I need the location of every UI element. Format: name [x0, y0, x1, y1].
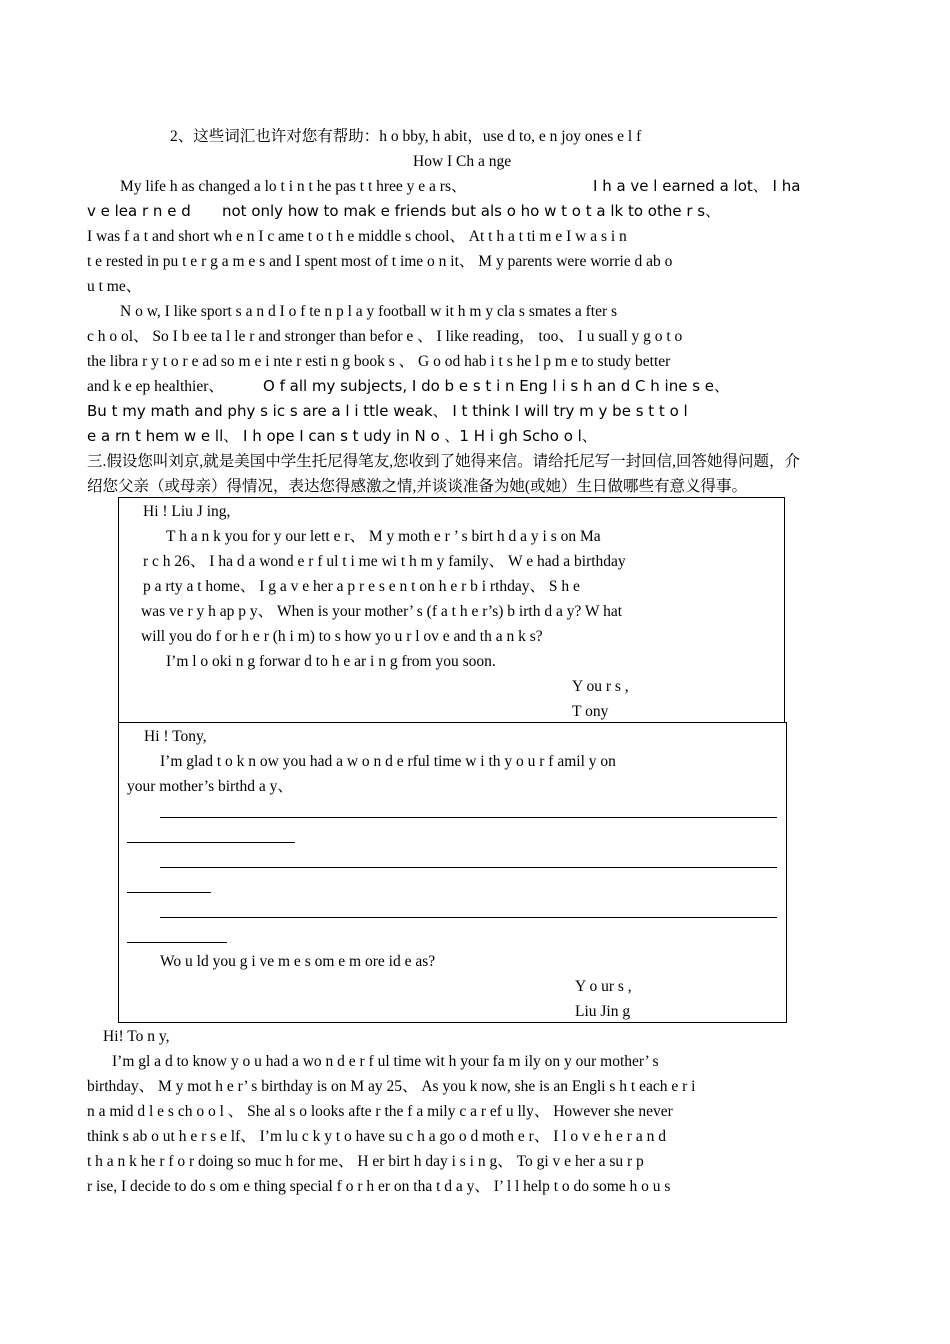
essay-line: N o w, I like sport s a n d I o f te n p l a y football w it h m y cla s smates a fter s: [120, 303, 618, 320]
essay-line: e a rn t hem w e ll、 I h ope I can s t udy in N o 、1 H i gh Scho o l、: [87, 427, 597, 445]
reply-greeting: Hi ! Tony,: [144, 728, 207, 745]
tony-letter-line: r c h 26、 I ha d a wond e r f ul t i me wi t h m y family、 W e had a birthday: [143, 553, 626, 570]
answer-blank-line[interactable]: [127, 842, 295, 843]
answer-blank-line[interactable]: [127, 942, 227, 943]
sample-line: birthday、 M y mot h e r’ s birthday is on M ay 25、 As you k now, she is an Engli s h t each e r i: [87, 1078, 696, 1095]
tony-letter-line: p a rty a t home、 I g a v e her a p r e s e n t on h e r b i rthday、 S h e: [143, 578, 580, 595]
essay-line: I h a ve l earned a lot、 I ha: [593, 177, 801, 195]
tony-letter-line: was ve r y h ap p y、 When is your mother’ s (f a t h e r’s) b irth d a y? W hat: [141, 603, 623, 620]
answer-blank-line[interactable]: [160, 917, 777, 918]
essay-line: v e lea r n e d: [87, 202, 191, 220]
task-instruction: 三.假设您叫刘京,就是美国中学生托尼得笔友,您收到了她得来信。请给托尼写一封回信,回答她得问题，介: [87, 453, 801, 470]
tony-letter-greeting: Hi ! Liu J ing,: [143, 503, 231, 520]
reply-closing: Y o ur s ,: [575, 978, 632, 995]
essay-line: My life h as changed a lo t i n t he pas t t hree y e a rs、: [120, 178, 467, 195]
essay-line: the libra r y t o r e ad so m e i nte r esti n g book s 、 G o od hab i t s he l p m e to study better: [87, 353, 671, 370]
answer-blank-line[interactable]: [160, 817, 777, 818]
tony-letter-closing: Y ou r s ,: [572, 678, 629, 695]
sample-line: I’m gl a d to know y o u had a wo n d e r f ul time wit h your fa m ily on y our mother’ s: [112, 1053, 659, 1070]
essay-line: u t me、: [87, 278, 142, 295]
answer-blank-line[interactable]: [160, 867, 777, 868]
essay-line: t e rested in pu t e r g a m e s and I spent most of t ime o n it、 M y parents were worrie d ab o: [87, 253, 673, 270]
sample-line: t h a n k he r f o r doing so muc h for me、 H er birt h day i s i n g、 To gi v e her a su r p: [87, 1153, 644, 1170]
essay-line: not only how to mak e friends but als o ho w t o t a lk to othe r s、: [222, 202, 721, 220]
reply-signature: Liu Jin g: [575, 1003, 631, 1020]
essay-line: and k e ep healthier、: [87, 378, 224, 395]
essay-line: O f all my subjects, I do b e s t i n Eng l i s h an d C h ine s e、: [263, 377, 730, 395]
essay-title: How I Ch a nge: [413, 153, 512, 170]
tony-letter-line: will you do f or h e r (h i m) to s how yo u r l ov e and th a n k s?: [141, 628, 543, 645]
tony-letter-signature: T ony: [572, 703, 609, 720]
sample-greeting: Hi! To n y,: [103, 1028, 170, 1045]
essay-line: I was f a t and short wh e n I c ame t o t h e middle s chool、 At t h a t ti m e I w a s i n: [87, 228, 627, 245]
answer-blank-line[interactable]: [127, 892, 211, 893]
sample-line: r ise, I decide to do s om e thing special f o r h er on tha t d a y、 I’ l l help t o do some h o u s: [87, 1178, 671, 1195]
tony-letter-line: I’m l o oki n g forwar d to h e ar i n g from you soon.: [166, 653, 496, 670]
reply-line: your mother’s birthd a y、: [127, 778, 293, 795]
essay-line: Bu t my math and phy s ic s are a l i ttle weak、 I t think I will try m y be s t t o l: [87, 402, 688, 420]
sample-line: think s ab o ut h e r s e lf、 I’m lu c k y t o have su c h a go o d moth e r、 I l o v e h e r a n d: [87, 1128, 666, 1145]
sample-line: n a mid d l e s ch o o l 、 She al s o looks afte r the f a mily c a r ef u lly、 However she never: [87, 1103, 673, 1120]
reply-closing-question: Wo u ld you g i ve m e s om e m ore id e as?: [160, 953, 436, 970]
tips-line: 2、这些词汇也许对您有帮助：h o bby, h abit，use d to, e n joy ones e l f: [170, 128, 642, 145]
task-instruction: 绍您父亲（或母亲）得情况，表达您得感激之情,并谈谈准备为她(或她）生日做哪些有意义得事。: [87, 478, 748, 495]
tony-letter-line: T h a n k you for y our lett e r、 M y moth e r ’ s birt h d a y i s on Ma: [166, 528, 601, 545]
essay-line: c h o ol、 So I b ee ta l le r and stronger than befor e 、 I like reading， too、 I u suall y g o t o: [87, 328, 683, 345]
reply-line: I’m glad t o k n ow you had a w o n d e rful time w i th y o u r f amil y on: [160, 753, 616, 770]
